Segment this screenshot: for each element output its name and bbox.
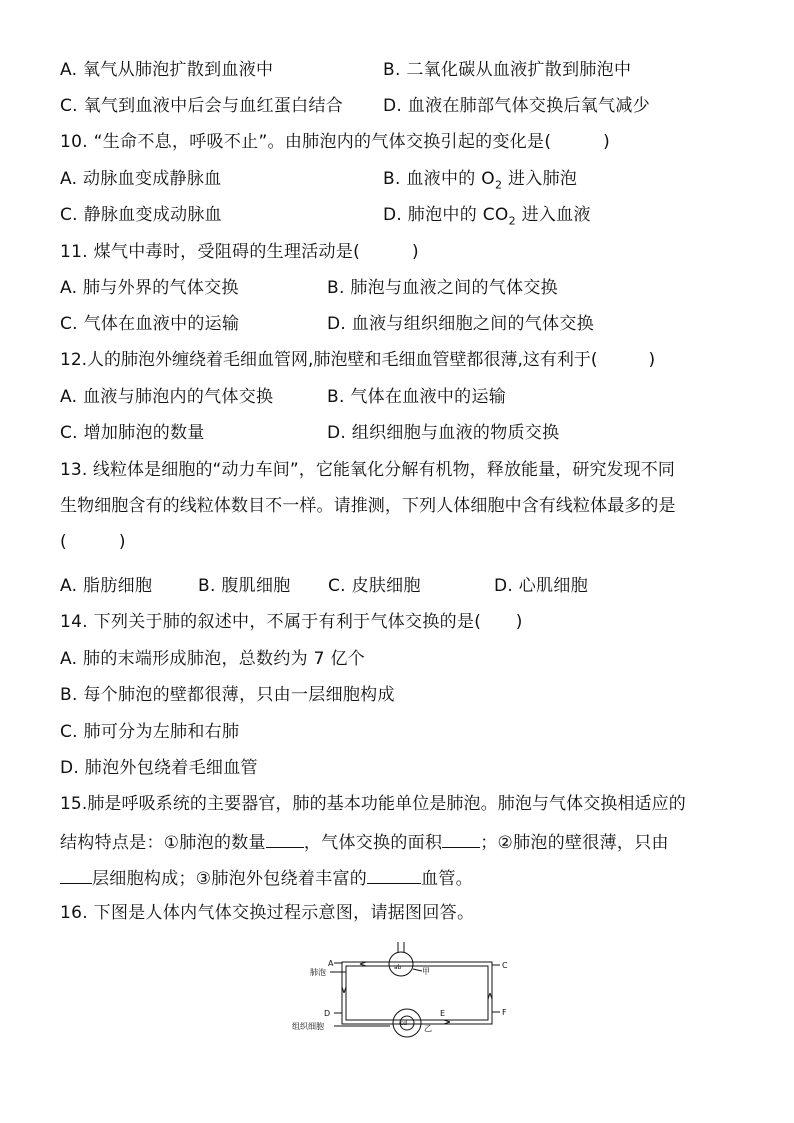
q15-line1: 15.肺是呼吸系统的主要器官，肺的基本功能单位是肺泡。肺泡与气体交换相适应的 — [60, 794, 686, 814]
q10-option-d: D. 肺泡中的 $CO_2$ 进入血液 — [383, 205, 591, 228]
q9-option-c: C. 氧气到血液中后会与血红蛋白结合 — [60, 96, 344, 116]
q15-blank-3[interactable] — [60, 865, 92, 884]
circulation-loop — [342, 962, 492, 1024]
q15-line2: 结构特点是：①肺泡的数量 ，气体交换的面积 ；②肺泡的壁很薄，只由 — [60, 829, 669, 855]
q11-stem: 11. 煤气中毒时，受阻碍的生理活动是( ) — [60, 242, 419, 262]
q9-option-d: D. 血液在肺部气体交换后氧气减少 — [383, 96, 650, 116]
label-d: D — [324, 1009, 331, 1018]
q14-stem: 14. 下列关于肺的叙述中，不属于有利于气体交换的是( ) — [60, 612, 523, 632]
label-ab: ab — [394, 964, 402, 971]
q13-option-c: C. 皮肤细胞 — [328, 576, 421, 596]
label-f: F — [502, 1008, 507, 1017]
label-e: E — [440, 1009, 446, 1018]
circulation-loop-inner — [346, 966, 488, 1020]
q10-option-a: A. 动脉血变成静脉血 — [60, 169, 222, 189]
q11-option-a: A. 肺与外界的气体交换 — [60, 278, 239, 298]
label-c: C — [502, 961, 508, 970]
flow-arrow-left — [342, 987, 346, 993]
q13-option-b: B. 腹肌细胞 — [198, 576, 291, 596]
q13-option-a: A. 脂肪细胞 — [60, 576, 153, 596]
q14-option-a: A. 肺的末端形成肺泡，总数约为 7 亿个 — [60, 649, 366, 669]
gas-exchange-diagram — [290, 938, 510, 1038]
q11-option-c: C. 气体在血液中的运输 — [60, 314, 240, 334]
leader-jia — [413, 969, 422, 971]
flow-arrow-top — [360, 962, 366, 966]
q9-option-a: A. 氧气从肺泡扩散到血液中 — [60, 60, 274, 80]
flow-arrow-right — [488, 993, 492, 999]
q14-option-c: C. 肺可分为左肺和右肺 — [60, 722, 240, 742]
q15-blank-4[interactable] — [367, 865, 421, 884]
q13-stem-line3: ( ) — [60, 532, 126, 552]
label-jia: 甲 — [422, 967, 430, 976]
q13-stem-line2: 生物细胞含有的线粒体数目不一样。请推测，下列人体细胞中含有线粒体最多的是 — [60, 496, 676, 516]
q10-option-b: B. 血液中的 $O_2$ 进入肺泡 — [383, 169, 578, 192]
q14-option-b: B. 每个肺泡的壁都很薄，只由一层细胞构成 — [60, 685, 395, 705]
label-a: A — [328, 959, 334, 968]
q12-stem: 12.人的肺泡外缠绕着毛细血管网,肺泡壁和毛细血管壁都很薄,这有利于( ) — [60, 350, 656, 370]
q10-stem: 10. “生命不息，呼吸不止”。由肺泡内的气体交换引起的变化是( ) — [60, 132, 611, 152]
q9-option-b: B. 二氧化碳从血液扩散到肺泡中 — [383, 60, 632, 80]
label-alveolus: 肺泡 — [310, 968, 326, 977]
q15-line3: 层细胞构成；③肺泡外包绕着丰富的 血管。 — [60, 865, 473, 891]
q13-option-d: D. 心肌细胞 — [494, 576, 588, 596]
q12-option-d: D. 组织细胞与血液的物质交换 — [327, 423, 560, 443]
q12-option-b: B. 气体在血液中的运输 — [327, 387, 507, 407]
label-yi: 乙 — [424, 1024, 432, 1033]
label-tissue-cells: 组织细胞 — [292, 1022, 324, 1031]
q11-option-b: B. 肺泡与血液之间的气体交换 — [327, 278, 558, 298]
q10-option-c: C. 静脉血变成动脉血 — [60, 205, 222, 225]
q14-option-d: D. 肺泡外包绕着毛细血管 — [60, 758, 258, 778]
label-cd: cd — [400, 1020, 408, 1027]
q15-blank-1[interactable] — [266, 829, 304, 848]
q15-blank-2[interactable] — [442, 829, 480, 848]
flow-arrow-bottom — [444, 1020, 450, 1024]
q13-stem-line1: 13. 线粒体是细胞的“动力车间”，它能氧化分解有机物，释放能量，研究发现不同 — [60, 460, 675, 480]
q12-option-a: A. 血液与肺泡内的气体交换 — [60, 387, 274, 407]
q16-stem: 16. 下图是人体内气体交换过程示意图，请据图回答。 — [60, 903, 475, 923]
q12-option-c: C. 增加肺泡的数量 — [60, 423, 205, 443]
q11-option-d: D. 血液与组织细胞之间的气体交换 — [327, 314, 594, 334]
